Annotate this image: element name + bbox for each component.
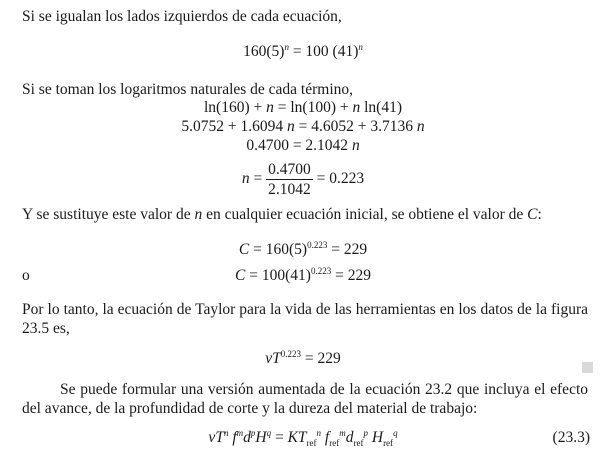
eq9-sym: d <box>243 429 251 446</box>
eq5-result: = 0.223 <box>312 170 365 188</box>
eq9-exp: p <box>250 428 256 438</box>
eq3-var: n <box>287 118 295 135</box>
paragraph-logarithms: Si se toman los logaritmos naturales de cada término, <box>22 81 354 98</box>
eq9-sym: f <box>228 429 237 446</box>
eq9-exp: n <box>223 428 229 438</box>
eq1-rhs: = 100 (41) <box>288 43 359 60</box>
eq9-exp: q <box>266 428 272 438</box>
eq9-sym: KT <box>287 429 307 446</box>
p3-var: C <box>527 206 538 223</box>
eq7-exp: 0.223 <box>310 266 332 276</box>
eq6-rhs: = 160(5) <box>249 241 308 258</box>
eq2-part: ln(160) + <box>203 99 267 116</box>
eq8-result: = 229 <box>301 350 341 367</box>
eq4-var: n <box>351 137 360 154</box>
eq1-exp: n <box>284 42 289 52</box>
fraction <box>266 160 313 199</box>
eq9-sym: H <box>255 429 267 446</box>
equation-extended <box>0 428 606 448</box>
equation-c-second <box>0 266 606 286</box>
eq9-exp: m <box>339 428 346 438</box>
eq9-sub: ref <box>306 438 317 448</box>
paragraph-extended-line2: del avance, de la profundidad de corte y la dureza del material de trabajo: <box>22 400 478 417</box>
eq4-part: 0.4700 = 2.1042 <box>246 137 352 154</box>
eq9-exp: q <box>393 428 398 438</box>
eq2-var: n <box>266 99 274 116</box>
eq3-var: n <box>416 118 425 135</box>
eq9-exp: n <box>316 428 322 438</box>
p3-text: en cualquier ecuación inicial, se obtiene el valor de <box>202 206 528 223</box>
eq6-result: = 229 <box>327 241 368 258</box>
eq3-part: = 4.6052 + 3.7136 <box>294 118 417 135</box>
eq9-sym: f <box>321 429 330 446</box>
paragraph-extended-line1: Se puede formular una versión aumentada de la ecuación 23.2 que incluya el efecto <box>60 381 588 398</box>
fraction-numerator: 0.4700 <box>268 161 311 178</box>
eq5-var: n <box>241 170 250 188</box>
eq9-exp: p <box>363 428 368 438</box>
eq8-v: v <box>265 350 273 367</box>
equation-log <box>0 98 606 118</box>
eq9-equals: = <box>271 429 288 446</box>
equation-fraction <box>0 160 606 199</box>
paragraph-equalize: Si se igualan los lados izquierdos de cada ecuación, <box>22 8 342 25</box>
eq8-T: T <box>272 350 281 367</box>
or-label: o <box>22 267 30 284</box>
eq9-sub: ref <box>383 438 394 448</box>
paragraph-taylor-line2: 23.5 es, <box>22 320 70 337</box>
eq2-part: ln(41) <box>360 99 402 116</box>
equation-numeric-log <box>0 117 606 137</box>
eq8-exp: 0.223 <box>280 349 301 359</box>
eq2-var: n <box>352 99 361 116</box>
eq6-exp: 0.223 <box>307 240 328 250</box>
equation-c-first <box>0 240 606 260</box>
p3-var: n <box>194 206 203 223</box>
eq7-result: = 229 <box>331 267 371 284</box>
fraction-denominator: 2.1042 <box>268 181 311 198</box>
eq9-sym: d <box>345 429 354 446</box>
eq7-var: C <box>235 267 246 284</box>
paragraph-taylor-line1: Por lo tanto, la ecuación de Taylor para la vida de las herramientas en los datos de la figura <box>22 301 588 318</box>
eq1-lhs: 160(5) <box>243 43 285 60</box>
equation-equalized <box>0 42 606 62</box>
eq9-sym: H <box>367 429 384 446</box>
eq2-part: = ln(100) + <box>273 99 353 116</box>
eq7-rhs: = 100(41) <box>245 267 311 284</box>
page-marker <box>582 362 593 373</box>
eq3-part: 5.0752 + 1.6094 <box>181 118 287 135</box>
p3-text: : <box>537 206 542 223</box>
equation-number: (23.3) <box>552 429 590 446</box>
eq9-sub: ref <box>329 438 340 448</box>
eq6-var: C <box>238 241 250 258</box>
eq9-sub: ref <box>353 438 364 448</box>
equation-reduced <box>0 136 606 156</box>
eq9-sym: T <box>215 429 224 446</box>
eq5-equals: = <box>249 170 267 188</box>
equation-taylor <box>0 349 606 369</box>
eq1-exp2: n <box>358 42 363 52</box>
eq9-sym: v <box>208 429 216 446</box>
paragraph-substitute <box>22 205 542 225</box>
eq9-exp: m <box>236 428 244 438</box>
p3-text: Y se sustituye este valor de <box>22 206 195 223</box>
